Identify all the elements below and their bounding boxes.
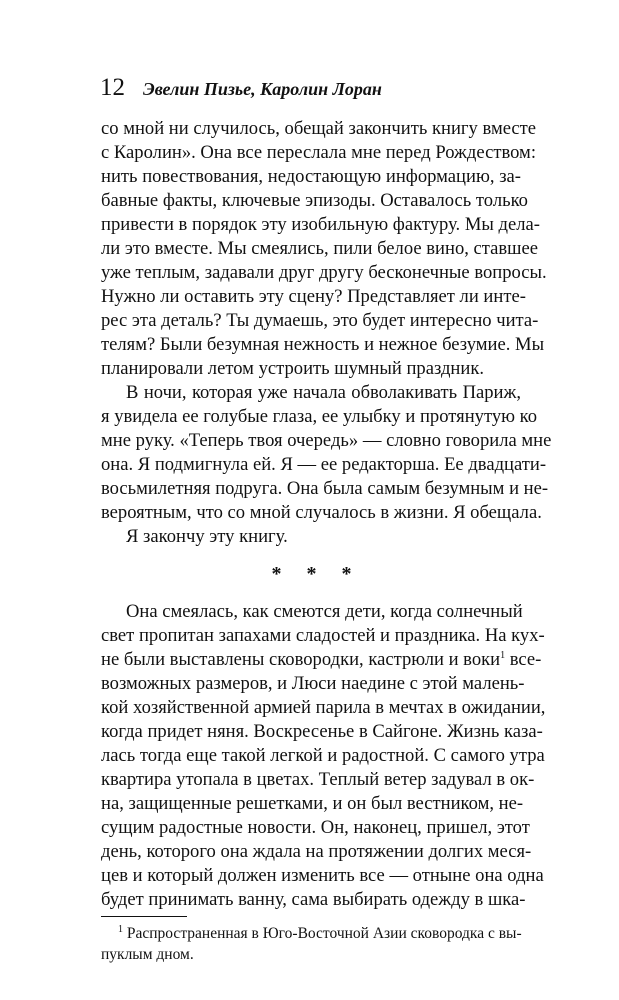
footnote-number: 1	[118, 923, 123, 935]
text-line: цев и который должен изменить все — отныне она одна	[101, 865, 544, 886]
running-title: Эвелин Пизье, Каролин Лоран	[143, 79, 382, 99]
text-line: лась тогда еще такой легкой и радостной. С самого утра	[101, 745, 545, 766]
text-line: мне руку. «Теперь твоя очередь» — словно говорила мне	[101, 430, 552, 451]
text-line: я увидела ее голубые глаза, ее улыбку и протянутую ко	[101, 406, 538, 427]
text-line: сущим радостные новости. Он, наконец, пришел, этот	[101, 817, 530, 838]
text-line: привести в порядок эту изобильную фактуру. Мы дела-	[101, 214, 540, 235]
text-line: с Каролин». Она все переслала мне перед Рождеством:	[101, 142, 536, 163]
footnote-line: пуклым дном.	[101, 946, 194, 963]
text-line-with-footnote	[101, 648, 542, 672]
text-line: вероятным, что со мной случалось в жизни. Я обещала.	[101, 502, 542, 523]
footnote-marker: 1	[500, 649, 506, 661]
text-line: Я закончу эту книгу.	[126, 526, 288, 547]
text-line: квартира утопала в цветах. Теплый ветер задувал в ок-	[101, 769, 535, 790]
text-line: она. Я подмигнула ей. Я — ее редакторша. Ее двадцати-	[101, 454, 547, 475]
footnote-text: Распространенная в Юго-Восточной Азии сковородка с вы-	[123, 925, 522, 942]
text-line: бавные факты, ключевые эпизоды. Оставалось только	[101, 190, 528, 211]
text-line: восьмилетняя подруга. Она была самым безумным и не-	[101, 478, 549, 499]
footnote-rule	[101, 916, 187, 917]
text-line: планировали летом устроить шумный праздник.	[101, 358, 485, 379]
text-line: будет принимать ванну, сама выбирать одежду в шка-	[101, 889, 526, 910]
text-line: на, защищенные решетками, и он был вестником, не-	[101, 793, 524, 814]
text-segment: не были выставлены сковородки, кастрюли и воки	[101, 649, 501, 670]
text-line: возможных размеров, и Люси наедине с этой малень-	[101, 673, 525, 694]
text-line: со мной ни случилось, обещай закончить книгу вместе	[101, 118, 537, 139]
footnote-line	[118, 924, 521, 944]
text-segment: все-	[505, 649, 542, 670]
page-number: 12	[100, 74, 125, 101]
text-line: Она смеялась, как смеются дети, когда солнечный	[126, 601, 523, 622]
text-line: ли это вместе. Мы смеялись, пили белое вино, ставшее	[101, 238, 538, 259]
text-line: В ночи, которая уже начала обволакивать Париж,	[126, 382, 521, 403]
text-line: Нужно ли оставить эту сцену? Представляет ли инте-	[101, 286, 526, 307]
text-line: когда придет няня. Воскресенье в Сайгоне. Жизнь каза-	[101, 721, 543, 742]
text-line: рес эта деталь? Ты думаешь, это будет интересно чита-	[101, 310, 539, 331]
text-line: день, которого она ждала на протяжении долгих меся-	[101, 841, 532, 862]
section-separator: * * *	[271, 563, 362, 585]
page-header	[100, 74, 382, 102]
text-line: уже теплым, задавали друг другу бесконечные вопросы.	[101, 262, 547, 283]
text-line: телям? Были безумная нежность и нежное безумие. Мы	[101, 334, 545, 355]
text-line: нить повествования, недостающую информацию, за-	[101, 166, 521, 187]
text-line: кой хозяйственной армией парила в мечтах в ожидании,	[101, 697, 546, 718]
text-line: свет пропитан запахами сладостей и праздника. На кух-	[101, 625, 545, 646]
